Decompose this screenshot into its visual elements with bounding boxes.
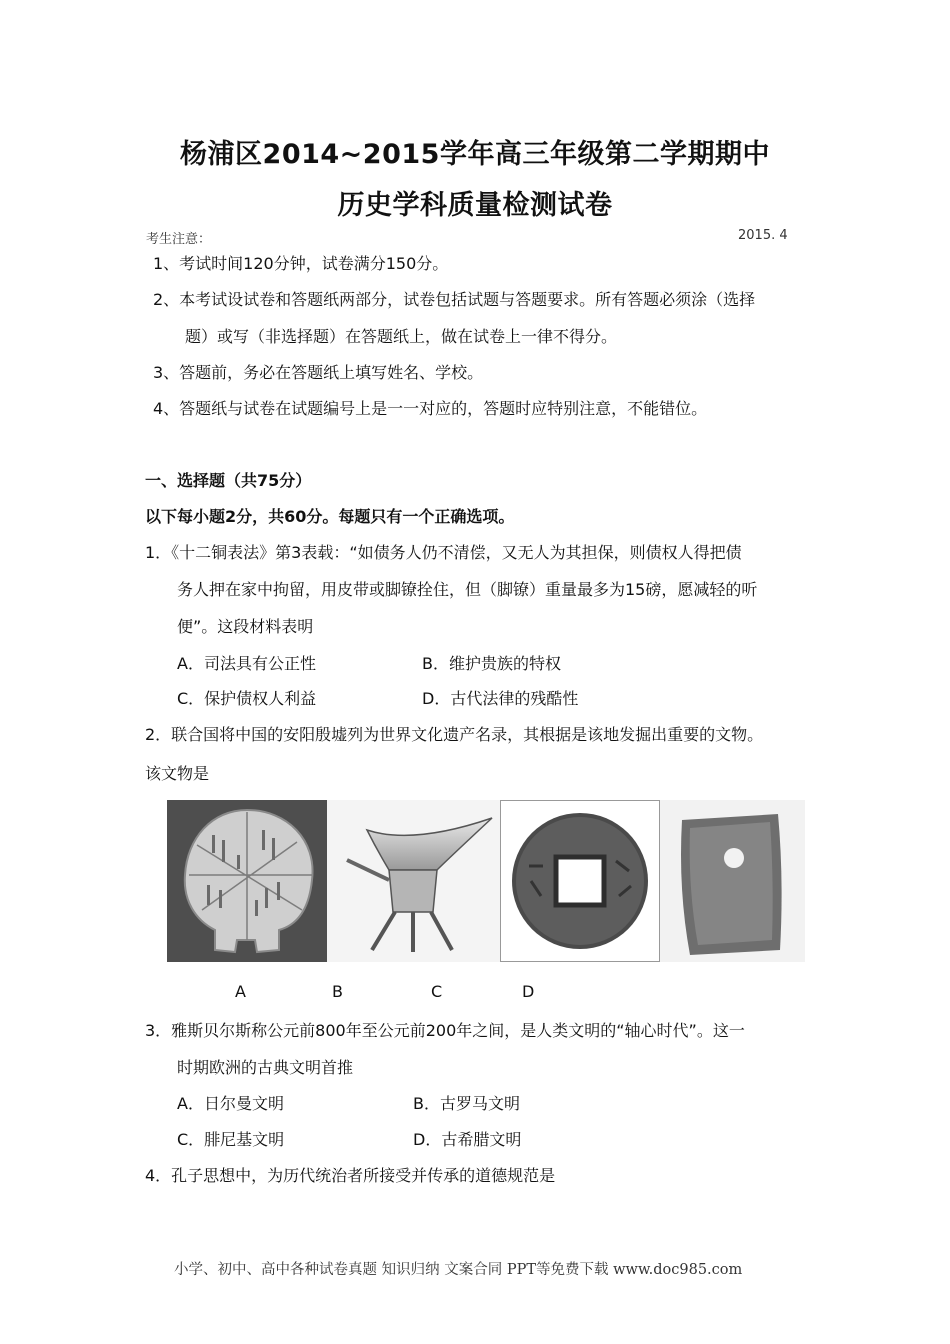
footer-text: 小学、初中、高中各种试卷真题 知识归纳 文案合同 PPT等免费下载 www.doc985.com (174, 1262, 743, 1278)
q2-stem-line1: 2．联合国将中国的安阳殷墟列为世界文化遗产名录，其根据是该地发掘出重要的文物。 (145, 725, 764, 744)
q3-stem-line2: 时期欧洲的古典文明首推 (177, 1058, 354, 1077)
q1-stem-line1: 1．《十二铜表法》第3表载：“如债务人仍不清偿，又无人为其担保，则债权人得把债 (145, 543, 742, 562)
exam-date: 2015. 4 (738, 228, 788, 243)
q3-option-d: D．古希腊文明 (413, 1130, 522, 1149)
jade-tablet-image (660, 800, 805, 962)
q3-option-c: C．腓尼基文明 (177, 1130, 285, 1149)
oracle-bone-image (167, 800, 327, 962)
q1-stem-line3: 便”。这段材料表明 (177, 617, 314, 636)
section-heading: 一、选择题（共75分） (145, 471, 312, 490)
q4-stem-line1: 4．孔子思想中，为历代统治者所接受并传承的道德规范是 (145, 1166, 556, 1185)
notice-label: 考生注意： (146, 232, 212, 247)
section-instruction: 以下每小题2分，共60分。每题只有一个正确选项。 (145, 507, 515, 526)
q3-option-a: A．日尔曼文明 (177, 1094, 284, 1113)
q3-stem-line1: 3．雅斯贝尔斯称公元前800年至公元前200年之间，是人类文明的“轴心时代”。这一 (145, 1021, 745, 1040)
q2-image-label-d: D (522, 982, 535, 1001)
notice-item-2-cont: 题）或写（非选择题）在答题纸上，做在试卷上一律不得分。 (185, 327, 618, 346)
q2-image-label-a: A (235, 982, 246, 1001)
q3-option-b: B．古罗马文明 (413, 1094, 520, 1113)
q1-option-c: C．保护债权人利益 (177, 689, 317, 708)
bronze-jue-vessel-image (327, 800, 500, 962)
notice-item-4: 4、答题纸与试卷在试题编号上是一一对应的，答题时应特别注意，不能错位。 (153, 399, 708, 418)
q1-option-a: A．司法具有公正性 (177, 654, 316, 673)
notice-item-2: 2、本考试设试卷和答题纸两部分，试卷包括试题与答题要求。所有答题必须涂（选择 (153, 290, 756, 309)
notice-item-3: 3、答题前，务必在答题纸上填写姓名、学校。 (153, 363, 484, 382)
ancient-coin-image (500, 800, 660, 962)
notice-item-1: 1、考试时间120分钟，试卷满分150分。 (153, 254, 449, 273)
q1-stem-line2: 务人押在家中拘留，用皮带或脚镣拴住，但（脚镣）重量最多为15磅，愿减轻的听 (177, 580, 758, 599)
q2-image-label-c: C (431, 982, 443, 1001)
q1-option-b: B．维护贵族的特权 (422, 654, 561, 673)
exam-title-line2: 历史学科质量检测试卷 (337, 190, 613, 221)
q1-option-d: D．古代法律的残酷性 (422, 689, 579, 708)
q2-image-label-b: B (332, 982, 343, 1001)
exam-title-line1: 杨浦区2014~2015学年高三年级第二学期期中 (180, 139, 770, 170)
q2-stem-line2: 该文物是 (145, 764, 210, 783)
